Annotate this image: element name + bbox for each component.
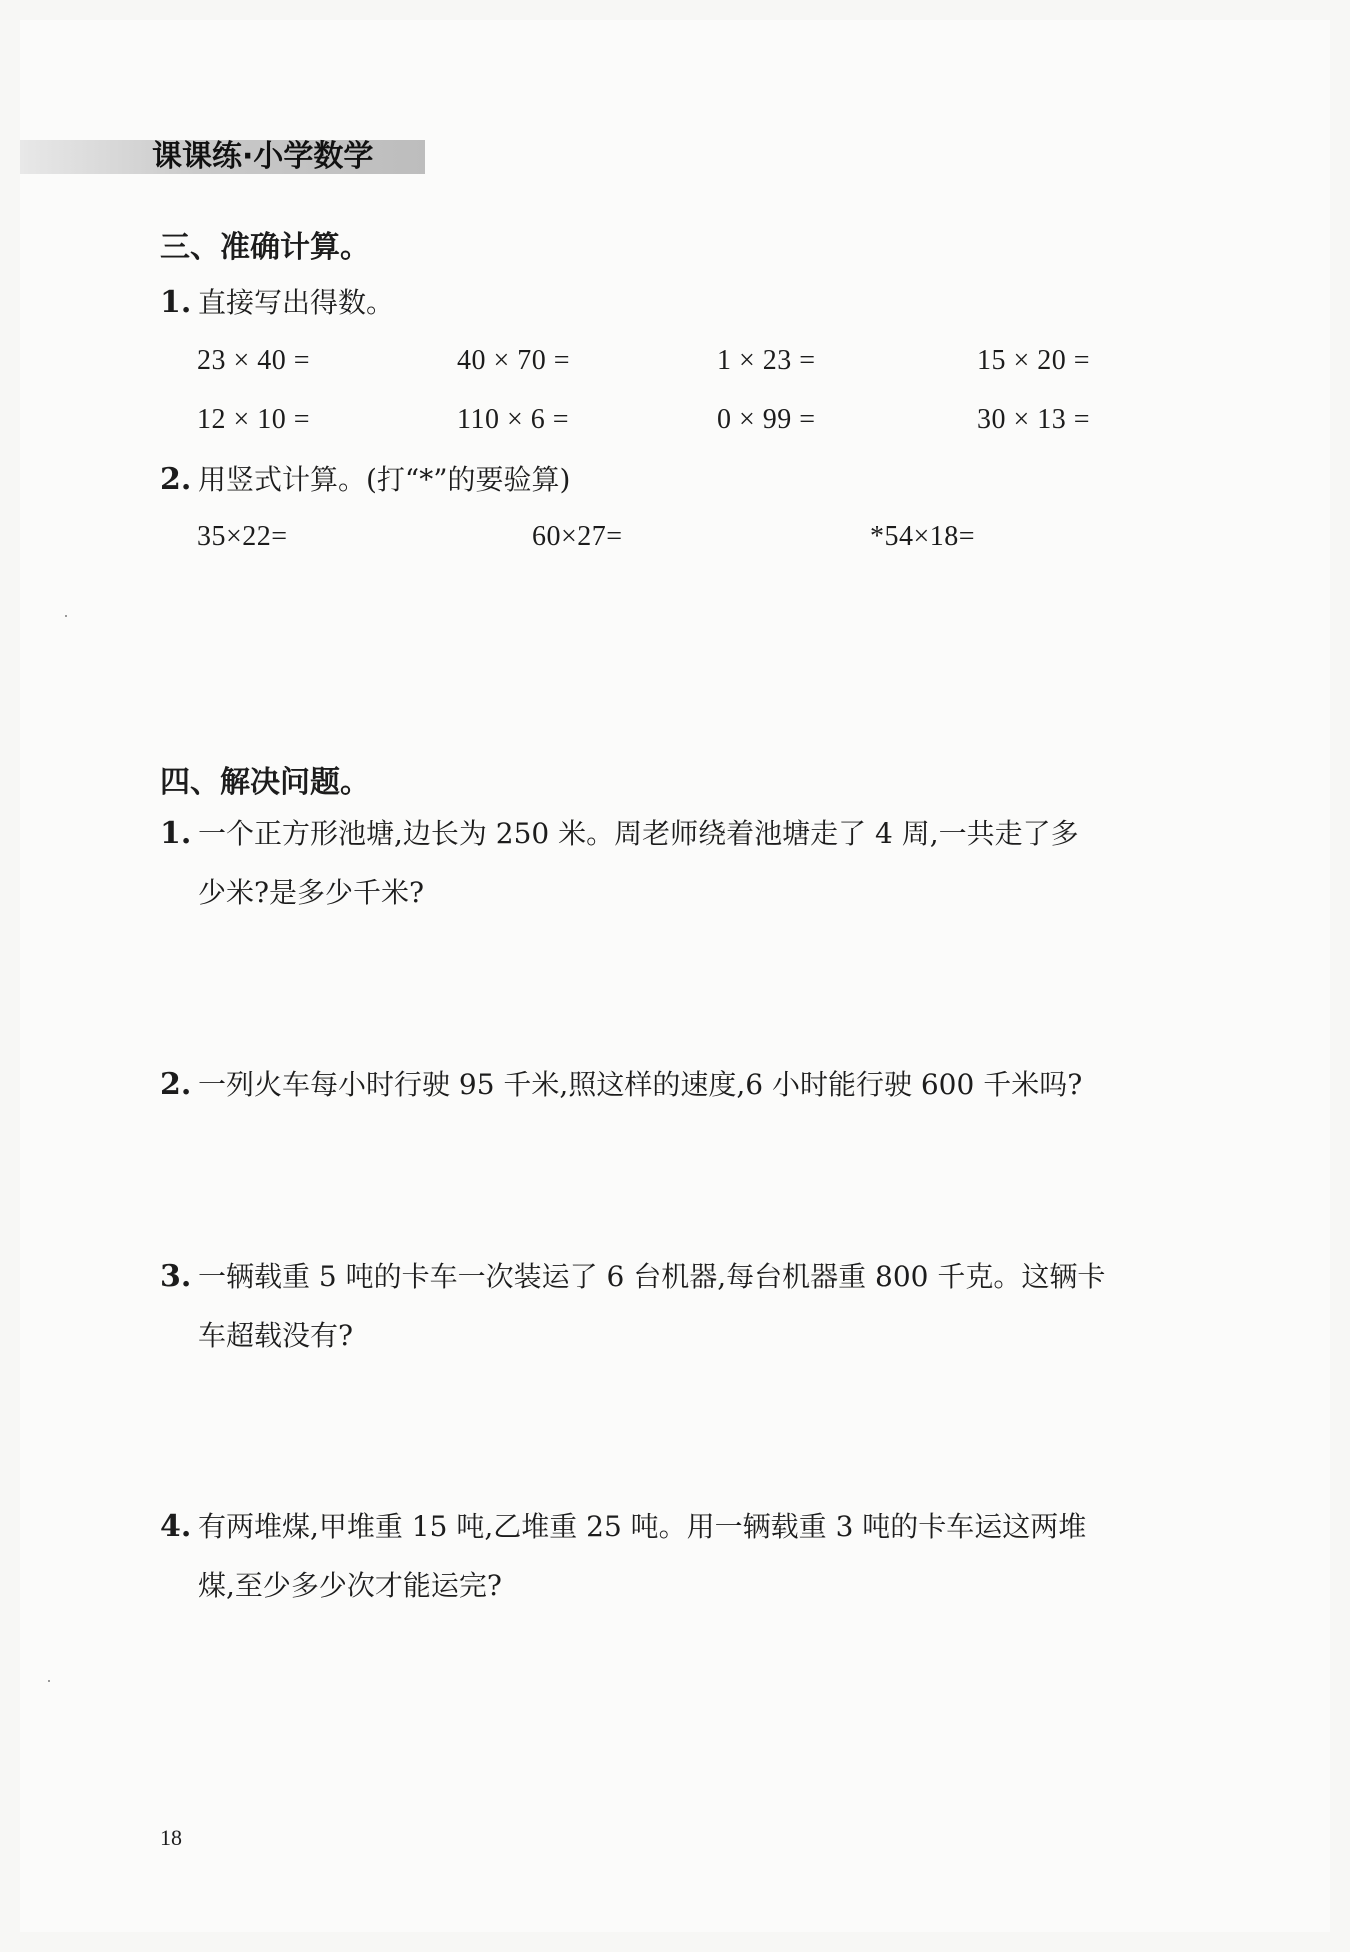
scan-speck: [48, 1680, 50, 1682]
problem-4-1: [160, 804, 1220, 922]
book-title: 课课练·小学数学: [152, 139, 374, 174]
calc-item: 30 × 13 =: [977, 404, 1091, 435]
problem-line: 一辆载重 5 吨的卡车一次装运了 6 台机器,每台机器重 800 千克。这辆卡: [198, 1260, 1106, 1293]
problem-line: 煤,至少多少次才能运完?: [198, 1569, 502, 1602]
question-number: 1.: [160, 816, 192, 851]
vertical-calc-item: 60×27=: [532, 521, 623, 552]
calc-item: 12 × 10 =: [197, 404, 311, 435]
vertical-calc-item: *54×18=: [870, 521, 976, 552]
problem-line: 一个正方形池塘,边长为 250 米。周老师绕着池塘走了 4 周,一共走了多: [198, 817, 1079, 850]
problem-4-2: [160, 1055, 1220, 1114]
problem-line: 车超载没有?: [198, 1319, 354, 1352]
page-number: 18: [160, 1825, 182, 1850]
question-number: 2.: [160, 462, 192, 497]
problem-4-3: [160, 1247, 1220, 1365]
question-3-1: [160, 273, 1220, 332]
calc-item: 1 × 23 =: [717, 345, 816, 376]
calc-item: 110 × 6 =: [457, 404, 570, 435]
problem-4-4: [160, 1497, 1220, 1615]
calc-item: 40 × 70 =: [457, 345, 571, 376]
calc-item: 15 × 20 =: [977, 345, 1091, 376]
calc-item: 23 × 40 =: [197, 345, 311, 376]
problem-line: 一列火车每小时行驶 95 千米,照这样的速度,6 小时能行驶 600 千米吗?: [198, 1068, 1083, 1101]
section-4-title: 四、解决问题。: [160, 765, 370, 800]
question-number: 4.: [160, 1509, 192, 1544]
question-number: 1.: [160, 285, 192, 320]
problem-line: 少米?是多少千米?: [198, 876, 425, 909]
problem-line: 有两堆煤,甲堆重 15 吨,乙堆重 25 吨。用一辆载重 3 吨的卡车运这两堆: [198, 1510, 1087, 1543]
question-text: 直接写出得数。: [198, 286, 395, 319]
vertical-calc-item: 35×22=: [197, 521, 288, 552]
calc-item: 0 × 99 =: [717, 404, 816, 435]
scan-speck: [65, 615, 67, 617]
section-3-title: 三、准确计算。: [160, 230, 370, 265]
question-number: 2.: [160, 1067, 192, 1102]
question-text: 用竖式计算。(打“*”的要验算): [198, 463, 571, 496]
question-3-2: [160, 450, 1220, 509]
question-number: 3.: [160, 1259, 192, 1294]
